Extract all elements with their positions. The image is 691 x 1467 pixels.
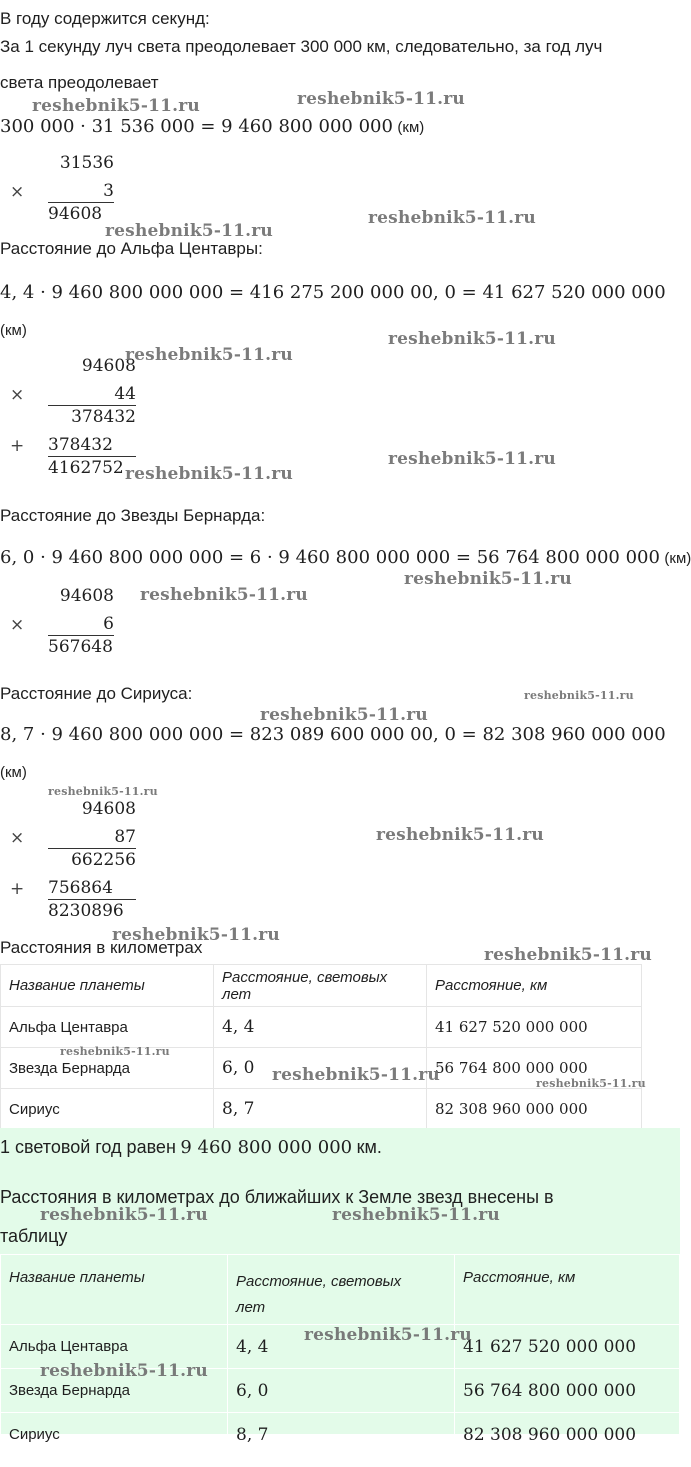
calc-multiplier: 87: [48, 826, 136, 849]
seconds-text: В году содержится секунд:: [0, 9, 210, 28]
calc-result: 94608: [48, 204, 103, 224]
header-cell: Название планеты: [1, 1255, 228, 1325]
times-sign: ×: [10, 384, 25, 405]
watermark: reshebnik5-11.ru: [404, 569, 572, 589]
calc-result: 8230896: [48, 901, 124, 921]
light-years-cell: 4, 4: [214, 1007, 427, 1048]
watermark: reshebnik5-11.ru: [140, 585, 308, 605]
sirius-title: Расстояние до Сириуса:: [0, 684, 193, 703]
light-years-cell: 8, 7: [228, 1413, 455, 1457]
equation-main: 300 000 · 31 536 000 = 9 460 800 000 000: [0, 116, 393, 137]
barnard-unit: (км): [664, 550, 691, 567]
watermark: reshebnik5-11.ru: [536, 1077, 646, 1090]
watermark: reshebnik5-11.ru: [48, 785, 158, 798]
header-cell: [228, 1255, 455, 1325]
answer-number: 9 460 800 000 000: [180, 1137, 353, 1158]
column-multiplication-1: [10, 152, 114, 225]
header-cell: Расстояние, км: [455, 1255, 680, 1325]
watermark: reshebnik5-11.ru: [125, 464, 293, 484]
answer-prefix: 1 световой год равен: [0, 1137, 176, 1157]
sirius-equation: 8, 7 · 9 460 800 000 000 = 823 089 600 000 00, 0 = 82 308 960 000 000: [0, 724, 666, 745]
light-years-cell: 4, 4: [228, 1325, 455, 1369]
calc-partial-2: 756864: [48, 877, 136, 900]
km-cell: 41 627 520 000 000: [455, 1325, 680, 1369]
calc-partial-1: 662256: [71, 850, 136, 870]
table-row: [1, 1089, 642, 1130]
light-years-cell: 6, 0: [228, 1369, 455, 1413]
times-sign: ×: [10, 614, 25, 635]
column-multiplication-2: [10, 355, 136, 479]
barnard-equation-row: [0, 547, 691, 570]
watermark: reshebnik5-11.ru: [332, 1205, 500, 1225]
header-cell-line2: лет: [236, 1299, 266, 1316]
watermark: reshebnik5-11.ru: [388, 329, 556, 349]
header-cell: Расстояние, км: [427, 965, 642, 1007]
plus-sign: +: [10, 878, 25, 899]
watermark: reshebnik5-11.ru: [388, 449, 556, 469]
plus-sign: +: [10, 435, 25, 456]
calc-multiplier: 3: [48, 180, 114, 203]
alpha-title: Расстояние до Альфа Центавры:: [0, 239, 263, 258]
km-cell: 41 627 520 000 000: [427, 1007, 642, 1048]
calc-top: 94608: [81, 799, 136, 819]
light-years-cell: 6, 0: [214, 1048, 427, 1089]
star-name-cell: Сириус: [1, 1089, 214, 1130]
light-text-line1: За 1 секунду луч света преодолевает 300 000 км, следовательно, за год луч: [0, 37, 603, 56]
calc-result: 4162752: [48, 458, 124, 478]
calc-top: 94608: [59, 586, 114, 606]
km-cell: 82 308 960 000 000: [427, 1089, 642, 1130]
calc-partial-1: 378432: [71, 407, 136, 427]
header-cell: Расстояние, световых лет: [214, 965, 427, 1007]
star-name-cell: Звезда Бернарда: [1, 1048, 214, 1089]
light-text-line2: света преодолевает: [0, 73, 159, 92]
calc-multiplier: 6: [48, 613, 114, 636]
calc-partial-2: 378432: [48, 434, 136, 457]
times-sign: ×: [10, 181, 25, 202]
distance-table-2: [0, 1254, 680, 1457]
watermark: reshebnik5-11.ru: [105, 221, 273, 241]
barnard-equation: 6, 0 · 9 460 800 000 000 = 6 · 9 460 800 000 000 = 56 764 800 000 000: [0, 547, 660, 568]
watermark: reshebnik5-11.ru: [125, 345, 293, 365]
answer-line1: [0, 1136, 382, 1159]
star-name-cell: Альфа Центавра: [1, 1325, 228, 1369]
answer-line2: Расстояния в километрах до ближайших к Земле звезд внесены в: [0, 1187, 554, 1207]
sirius-unit: (км): [0, 764, 27, 781]
column-multiplication-4: [10, 798, 136, 922]
table-header-row: [1, 1255, 680, 1325]
watermark: reshebnik5-11.ru: [112, 925, 280, 945]
watermark: reshebnik5-11.ru: [376, 825, 544, 845]
answer-unit: км.: [356, 1137, 382, 1157]
answer-block: [0, 1128, 680, 1445]
watermark: reshebnik5-11.ru: [524, 689, 634, 702]
watermark: reshebnik5-11.ru: [260, 705, 428, 725]
barnard-title: Расстояние до Звезды Бернарда:: [0, 506, 266, 525]
watermark: reshebnik5-11.ru: [40, 1361, 208, 1381]
km-cell: 82 308 960 000 000: [455, 1413, 680, 1457]
equation-unit: (км): [397, 119, 425, 136]
watermark: reshebnik5-11.ru: [60, 1045, 170, 1058]
answer-line3: таблицу: [0, 1226, 68, 1246]
times-sign: ×: [10, 827, 25, 848]
equation-year-distance: [0, 116, 424, 139]
column-multiplication-3: [10, 585, 114, 658]
star-name-cell: Звезда Бернарда: [1, 1369, 228, 1413]
alpha-unit: (км): [0, 322, 27, 339]
calc-multiplier: 44: [48, 383, 136, 406]
table-row: [1, 1007, 642, 1048]
watermark: reshebnik5-11.ru: [368, 208, 536, 228]
watermark: reshebnik5-11.ru: [484, 945, 652, 965]
table1-caption: Расстояния в километрах: [0, 938, 203, 957]
alpha-equation: 4, 4 · 9 460 800 000 000 = 416 275 200 000 00, 0 = 41 627 520 000 000: [0, 282, 666, 303]
table-row: [1, 1413, 680, 1457]
watermark: reshebnik5-11.ru: [40, 1205, 208, 1225]
watermark: reshebnik5-11.ru: [304, 1325, 472, 1345]
calc-top: 31536: [59, 153, 114, 173]
table-header-row: [1, 965, 642, 1007]
star-name-cell: Альфа Центавра: [1, 1007, 214, 1048]
km-cell: 56 764 800 000 000: [455, 1369, 680, 1413]
watermark: reshebnik5-11.ru: [297, 89, 465, 109]
header-cell-line1: Расстояние, световых: [236, 1273, 402, 1290]
km-cell: 56 764 800 000 000: [427, 1048, 642, 1089]
star-name-cell: Сириус: [1, 1413, 228, 1457]
calc-result: 567648: [48, 637, 113, 657]
calc-top: 94608: [81, 356, 136, 376]
watermark: reshebnik5-11.ru: [32, 96, 200, 116]
light-years-cell: 8, 7: [214, 1089, 427, 1130]
watermark: reshebnik5-11.ru: [272, 1065, 440, 1085]
header-cell: Название планеты: [1, 965, 214, 1007]
